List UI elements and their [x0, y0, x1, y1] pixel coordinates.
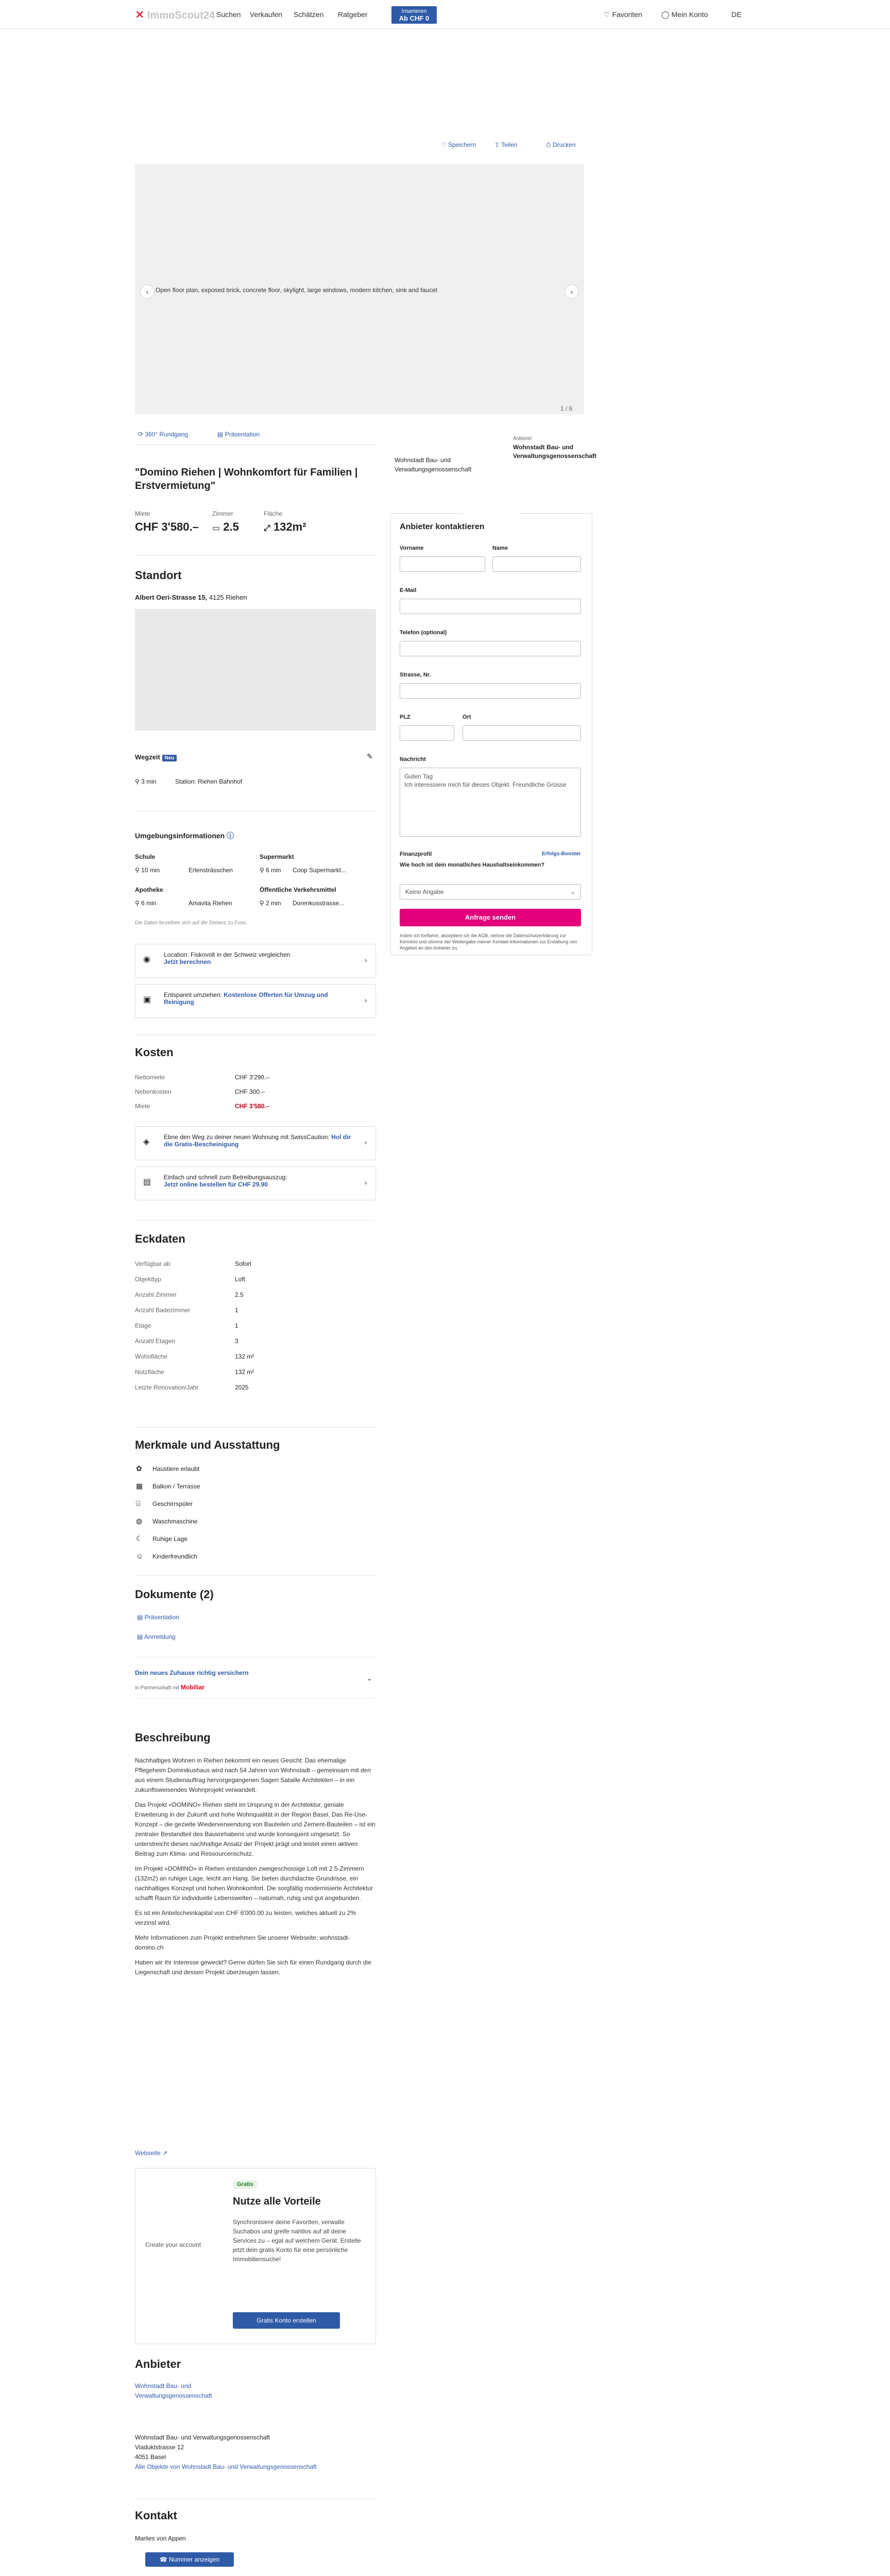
logo[interactable] — [135, 8, 215, 22]
language-switch[interactable]: DE — [731, 10, 742, 19]
gallery-prev-button[interactable]: ‹ — [140, 284, 155, 299]
description-paragraph: Das Projekt «DOMINO» Riehen steht im Ursprung in der Architektur, geniale Erweiterung in der Zukunft und hohe Wohnqualität in der Region Basel. Das Re-Use-Konzept – die gezielte Wiederverwendung von Bauteilen und Zement-Bauteilen – ist ein zentraler Bestandteil des Bauvorhabens und wurde konsequent umgesetzt. So unterstreicht dieses nachhaltige Ansatz der Projekt prägt und leistet einen aktiven Beitrag zum Klima- und Ressourcenschutz. — [135, 1801, 375, 1857]
cost-label: Miete — [135, 1103, 150, 1110]
contact-form-title: Anbieter kontaktieren — [400, 522, 485, 531]
cube-icon: ⟳ — [138, 431, 144, 438]
side-advertiser-label: Anbieter — [513, 436, 533, 442]
city-label: Ort — [463, 714, 471, 720]
phone-label: Telefon (optional) — [400, 630, 447, 636]
heart-icon: ♡ — [604, 10, 610, 19]
form-top-gap — [463, 505, 520, 514]
document-icon: ▤ — [143, 1178, 151, 1187]
divider — [135, 1427, 376, 1428]
advertiser-all-listings-link[interactable]: Alle Objekte von Wohnstadt Bau- und Verwaltungsgenossenschaft — [135, 2463, 317, 2470]
walk-icon: ⚲ — [135, 900, 140, 907]
first-name-label: Vorname — [400, 545, 424, 551]
keydata-value: 2025 — [235, 1384, 249, 1391]
insurance-partner-text: in Partnerschaft mit — [135, 1685, 180, 1691]
area-label: Fläche — [264, 510, 283, 517]
side-company: Wohnstadt Bau- und Verwaltungsgenossenschaft — [395, 456, 472, 473]
nav-schaetzen[interactable]: Schätzen — [294, 10, 324, 19]
cost-value: CHF 300.– — [235, 1088, 265, 1095]
keydata-value: 132 m² — [235, 1368, 254, 1376]
surroundings-heading — [135, 831, 234, 841]
share-icon: ⇪ — [494, 141, 500, 148]
route-label-text: Wegzeit — [135, 753, 160, 761]
income-select[interactable] — [400, 884, 581, 900]
city-field[interactable] — [463, 725, 581, 741]
chevron-right-icon: › — [365, 1179, 367, 1187]
betreibung-text — [164, 1174, 360, 1188]
balcony-icon: ▦ — [136, 1482, 143, 1490]
insurance-partner — [135, 1684, 204, 1691]
top-header — [0, 0, 890, 29]
surroundings-title: Umgebungsinformationen — [135, 832, 225, 840]
advertiser-name-link[interactable]: Wohnstadt Bau- und Verwaltungsgenossenschaft — [135, 2382, 212, 2399]
street-label: Strasse, Nr. — [400, 672, 431, 678]
document-label: Präsentation — [144, 1614, 180, 1621]
address-city: 4125 Riehen — [209, 594, 247, 601]
description-paragraph: Haben wir Ihr Interesse geweckt? Gerne dürfen Sie sich für einen Rundgang durch die Liegenschaft und dessen Projekt überzeugen lassen. — [135, 1959, 371, 1976]
walk-icon: ⚲ — [260, 867, 264, 874]
advertiser-city: 4051 Basel — [135, 2453, 166, 2461]
user-icon: ◯ — [661, 10, 670, 19]
description-body — [135, 1756, 377, 1982]
walk-icon: ⚲ — [135, 778, 140, 785]
description-paragraph: Nachhaltiges Wohnen in Riehen bekommt ein neues Gesicht: Das ehemalige Pflegeheim Dominikushaus wird nach 54 Jahren von Wohnstadt – gemeinsam mit den aus einem Studienauftrag hervorgegangenen Sagen Sataille Architekten – in ein zukunftsweisendes Wohnprojekt verwandelt. — [135, 1757, 371, 1793]
keydata-label: Anzahl Etagen — [135, 1337, 176, 1345]
feature-item: Waschmaschine — [152, 1518, 198, 1525]
print-label: Drucken — [552, 141, 576, 148]
message-field[interactable]: Guten Tag Ich interessiere mich für dieses Objekt. Freundliche Grüsse — [400, 768, 581, 837]
income-select-value: Keine Angabe — [405, 888, 444, 895]
cost-value: CHF 3'580.– — [235, 1103, 270, 1110]
mobiliar-logo: Mobiliar — [180, 1684, 204, 1691]
divider — [135, 1220, 376, 1221]
quiet-icon: ☾ — [136, 1534, 143, 1543]
gallery-caption: Open floor plan, exposed brick, concrete floor, skylight, large windows, modern kitchen, sink and faucet — [156, 286, 437, 294]
documents-heading: Dokumente (2) — [135, 1588, 214, 1601]
dishwasher-icon: ⌸ — [136, 1499, 141, 1507]
create-account-button[interactable]: Gratis Konto erstellen — [233, 2312, 340, 2329]
location-heading: Standort — [135, 569, 182, 582]
last-name-field[interactable] — [492, 556, 581, 572]
address — [135, 594, 247, 601]
poi-title: Apotheke — [135, 886, 163, 893]
address-street: Albert Oeri-Strasse 15, — [135, 594, 208, 601]
divider — [135, 555, 376, 556]
walk-icon: ⚲ — [260, 900, 264, 907]
route-time-value: 3 min — [141, 778, 157, 785]
move-promo-text — [164, 991, 360, 1006]
keydata-label: Letzte Renovation/Jahr — [135, 1384, 199, 1391]
move-text: Entspannt umziehen: — [164, 991, 222, 998]
print-button[interactable] — [546, 141, 576, 149]
poi-title: Schule — [135, 853, 156, 860]
heart-icon: ♡ — [441, 141, 447, 148]
print-icon: ⎙ — [546, 141, 551, 148]
logo-mark-icon: ✕ — [135, 8, 145, 21]
poi-title: Öffentliche Verkehrsmittel — [260, 886, 336, 893]
account-label: Mein Konto — [671, 10, 708, 19]
poi-name: Erlensträsschen — [189, 867, 233, 874]
keydata-value: 1 — [235, 1307, 238, 1314]
document-label: Anmeldung — [144, 1633, 176, 1640]
feature-item: Kinderfreundlich — [152, 1553, 197, 1560]
last-name-label: Name — [492, 545, 508, 551]
rent-label: Miete — [135, 510, 150, 517]
document-link[interactable] — [137, 1614, 179, 1621]
zip-field[interactable] — [400, 725, 454, 741]
divider — [135, 444, 376, 445]
show-number-label: Nummer anzeigen — [169, 2556, 220, 2563]
income-question: Wie hoch ist dein monatliches Haushaltseinkommen? — [400, 862, 545, 868]
tax-promo-text — [164, 951, 360, 965]
chevron-down-icon: ⌄ — [570, 888, 575, 895]
cost-value: CHF 3'290.– — [235, 1074, 269, 1081]
street-field[interactable] — [400, 683, 581, 699]
logo-text: ImmoScout24 — [147, 10, 215, 21]
rooms-value — [212, 520, 239, 534]
divider — [135, 1698, 376, 1699]
document-icon: ▤ — [137, 1633, 143, 1640]
keydata-value: 3 — [235, 1337, 238, 1345]
advertiser-street: Viaduktstrasse 12 — [135, 2444, 184, 2451]
poi-time-value: 2 min — [266, 900, 281, 907]
poi-name: Amavita Riehen — [189, 900, 232, 907]
contact-heading: Kontakt — [135, 2509, 177, 2522]
rent-value: CHF 3'580.– — [135, 520, 199, 533]
account-promo-title: Nutze alle Vorteile — [233, 2196, 321, 2207]
keydata-value: 2.5 — [235, 1291, 244, 1298]
first-name-field[interactable] — [400, 556, 485, 572]
insurance-title[interactable]: Dein neues Zuhause richtig versichern — [135, 1669, 249, 1676]
document-icon: ▤ — [137, 1614, 143, 1621]
tax-link[interactable]: Jetzt berechnen — [164, 958, 211, 965]
route-destination: Station: Riehen Bahnhof — [175, 778, 243, 785]
costs-heading: Kosten — [135, 1046, 174, 1059]
feature-item: Ruhige Lage — [152, 1535, 188, 1543]
promo1-link[interactable]: Hol dir die Gratis-Bescheinigung — [164, 1133, 351, 1148]
show-number-button[interactable] — [145, 2552, 234, 2567]
presentation-link[interactable] — [217, 431, 260, 438]
external-link-icon: ↗ — [162, 2149, 168, 2157]
account-link[interactable] — [661, 10, 708, 19]
poi-time — [260, 900, 281, 907]
success-booster-badge: Erfolgs-Booster — [542, 851, 581, 857]
chevron-right-icon: › — [365, 996, 367, 1004]
description-paragraph: Mehr Informationen zum Projekt entnehmen Sie unserer Webseite: wohnstadt-domino.ch — [135, 1934, 350, 1951]
phone-field[interactable] — [400, 641, 581, 656]
promo2-link[interactable]: Jetzt online bestellen für CHF 29.90 — [164, 1181, 268, 1188]
document-icon: ▤ — [217, 431, 224, 438]
rooms-number: 2.5 — [223, 520, 239, 533]
nav-verkaufen[interactable]: Verkaufen — [250, 10, 283, 19]
area-number: 132m² — [273, 520, 306, 533]
keydata-label: Nutzfläche — [135, 1368, 164, 1376]
favorites-label: Favoriten — [612, 10, 642, 19]
advertiser-name: Wohnstadt Bau- und Verwaltungsgenossenschaft — [135, 2434, 270, 2441]
keydata-label: Anzahl Badezimmer — [135, 1307, 191, 1314]
website-link[interactable] — [135, 2149, 167, 2157]
shield-icon: ◈ — [143, 1138, 150, 1146]
poi-name: Coop Supermarkt... — [293, 867, 347, 874]
surroundings-note: Die Daten beziehen sich auf die Distanz zu Fuss. — [135, 920, 247, 926]
document-link[interactable] — [137, 1633, 176, 1640]
rooms-label: Zimmer — [212, 510, 233, 517]
phone-icon: ☎ — [159, 2556, 167, 2563]
child-icon: ☺ — [136, 1552, 144, 1560]
features-heading: Merkmale und Ausstattung — [135, 1438, 280, 1451]
chevron-right-icon: › — [365, 1139, 367, 1146]
promo2-text: Einfach und schnell zum Betreibungsauszug: — [164, 1174, 287, 1181]
tour-360-link[interactable] — [138, 431, 188, 438]
walk-icon: ⚲ — [135, 867, 140, 874]
poi-time — [260, 867, 281, 874]
insert-promo-button[interactable] — [391, 6, 437, 24]
email-field[interactable] — [400, 599, 581, 614]
chevron-down-icon[interactable]: ⌄ — [367, 1674, 372, 1682]
new-badge: Neu — [162, 755, 177, 761]
bed-icon: ▭ — [212, 524, 220, 533]
promo-line2: Ab CHF 0 — [399, 14, 430, 22]
contact-person: Marlies von Appen — [135, 2535, 186, 2542]
nav-ratgeber[interactable]: Ratgeber — [338, 10, 368, 19]
presentation-label: Präsentation — [225, 431, 260, 438]
info-icon[interactable]: ⓘ — [227, 832, 234, 840]
poi-title: Supermarkt — [260, 853, 294, 860]
account-promo-side: Create your account — [145, 2241, 201, 2248]
description-paragraph: Im Projekt «DOMINO» in Riehen entstanden zweigeschossige Loft mit 2.5-Zimmern (132m2) an ruhiger Lage, leicht am Hang. Sie bieten durchdachte Grundrisse, ein nachhaltiges Konzept und hohen Wohnkomfort. Die sorgfältig modernisierte Architektur schafft Raum für individuelle Lebenswelten – naturnah, ruhig und gut angebunden. — [135, 1865, 373, 1902]
feature-item: Haustiere erlaubt — [152, 1465, 200, 1472]
keydata-value: Sofort — [235, 1260, 252, 1267]
free-badge: Gratis — [233, 2180, 258, 2189]
email-label: E-Mail — [400, 587, 417, 594]
save-label: Speichern — [448, 141, 476, 148]
description-heading: Beschreibung — [135, 1731, 211, 1744]
gallery-next-button[interactable]: › — [564, 284, 579, 299]
favorites-link[interactable] — [604, 10, 642, 19]
poi-time — [135, 867, 160, 874]
share-button[interactable] — [494, 141, 518, 148]
location-icon: ◉ — [143, 955, 150, 964]
keydata-heading: Eckdaten — [135, 1232, 185, 1245]
move-link[interactable]: Kostenlose Offerten für Umzug und Reinigung — [164, 991, 328, 1006]
feature-item: Geschirrspüler — [152, 1500, 193, 1507]
washing-machine-icon: ◍ — [136, 1517, 143, 1525]
truck-icon: ▣ — [143, 995, 151, 1004]
keydata-value: 1 — [235, 1322, 238, 1329]
keydata-label: Verfügbar ab — [135, 1260, 170, 1267]
edit-icon[interactable]: ✎ — [367, 752, 373, 760]
side-advertiser-name: Wohnstadt Bau- und Verwaltungsgenossenschaft — [513, 444, 597, 460]
keydata-value: Loft — [235, 1276, 246, 1283]
poi-time-value: 6 min — [141, 900, 157, 907]
nav-suchen[interactable]: Suchen — [216, 10, 241, 19]
form-disclaimer: Indem ich fortfahre, akzeptiere ich die AGB, nehme die Datenschutzerklärung zur Kenntnis und stimme der Weitergabe meiner Kontakt-Informationen zur Erstattung von Angebot an den Anbieter zu. — [400, 933, 577, 951]
swisscaution-text — [164, 1133, 360, 1148]
zip-label: PLZ — [400, 714, 410, 720]
advertiser-heading: Anbieter — [135, 2358, 181, 2370]
keydata-label: Objekttyp — [135, 1276, 161, 1283]
send-inquiry-button[interactable]: Anfrage senden — [400, 909, 581, 926]
description-paragraph: Es ist ein Anteilscheinkapital von CHF 6'000.00 zu leisten, welches aktuell zu 2% verzinst wird. — [135, 1909, 356, 1926]
poi-time-value: 6 min — [266, 867, 281, 874]
gallery-counter: 1 / 6 — [560, 405, 573, 412]
account-promo-text: Synchronisiere deine Favoriten, verwalte Suchabos und greife nahtlos auf all deine Services zu – egal auf welchem Gerät. Erstelle jetzt dein gratis Konto für eine persönliche Immobiliensuche! — [233, 2218, 361, 2263]
promo-line1: Inserieren — [401, 8, 427, 14]
keydata-label: Etage — [135, 1322, 151, 1329]
tour-label: 360° Rundgang — [145, 431, 188, 438]
website-label: Webseite — [135, 2149, 161, 2157]
listing-title: "Domino Riehen | Wohnkomfort für Familien | Erstvermietung" — [135, 467, 358, 492]
area-value — [264, 520, 306, 534]
area-icon: ⤢ — [264, 524, 270, 533]
promo1-text: Ebne den Weg zu deiner neuen Wohnung mit SwissCaution: — [164, 1133, 330, 1141]
route-time — [135, 778, 156, 785]
map[interactable] — [135, 609, 376, 731]
divider — [135, 1575, 376, 1576]
share-label: Teilen — [501, 141, 518, 148]
paw-icon: ✿ — [136, 1464, 142, 1472]
keydata-value: 132 m² — [235, 1353, 254, 1360]
advertiser-address — [135, 2433, 317, 2472]
chevron-right-icon: › — [365, 956, 367, 964]
poi-time — [135, 900, 156, 907]
poi-time-value: 10 min — [141, 867, 160, 874]
keydata-label: Anzahl Zimmer — [135, 1291, 177, 1298]
tax-text: Location: Fiskovolt in der Schweiz vergleichen — [164, 951, 290, 958]
message-label: Nachricht — [400, 756, 426, 762]
finance-profile-label: Finanzprofil — [400, 851, 432, 857]
poi-name: Dorenkusstrasse... — [293, 900, 345, 907]
route-label — [135, 753, 177, 761]
feature-item: Balkon / Terrasse — [152, 1483, 200, 1490]
cost-label: Nebenkosten — [135, 1088, 172, 1095]
keydata-label: Wohnfläche — [135, 1353, 168, 1360]
cost-label: Nettomiete — [135, 1074, 165, 1081]
save-button[interactable] — [441, 141, 476, 148]
